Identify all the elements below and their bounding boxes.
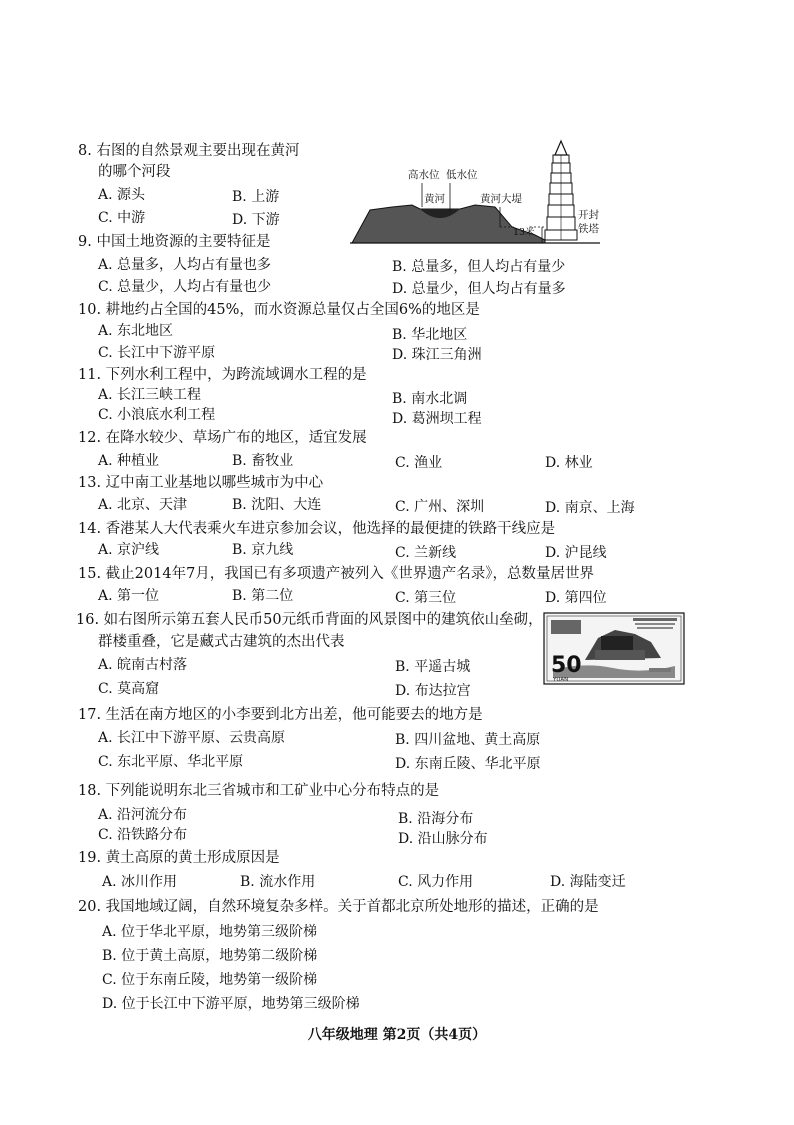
q19-stem: 19. 黄土高原的黄土形成原因是 bbox=[78, 850, 280, 866]
dyke-label: 黄河大堤 bbox=[480, 193, 522, 205]
q17-option-c: C. 东北平原、华北平原 bbox=[98, 754, 244, 770]
q20-option-d: D. 位于长江中下游平原，地势第三级阶梯 bbox=[102, 996, 360, 1012]
q11-option-c: C. 小浪底水利工程 bbox=[98, 407, 216, 423]
q16-option-d: D. 布达拉宫 bbox=[395, 683, 471, 699]
q11-option-d: D. 葛洲坝工程 bbox=[392, 411, 482, 427]
q19-option-b: B. 流水作用 bbox=[240, 874, 316, 890]
q19-option-a: A. 冰川作用 bbox=[102, 874, 178, 890]
q13-option-a: A. 北京、天津 bbox=[98, 497, 188, 513]
q20-option-a: A. 位于华北平原，地势第三级阶梯 bbox=[102, 924, 318, 940]
q12-stem: 12. 在降水较少、草场广布的地区，适宜发展 bbox=[78, 430, 367, 446]
q11-stem: 11. 下列水利工程中，为跨流域调水工程的是 bbox=[78, 367, 367, 383]
q17-option-d: D. 东南丘陵、华北平原 bbox=[395, 756, 541, 772]
river-label: 黄河 bbox=[424, 193, 445, 205]
q10-option-c: C. 长江中下游平原 bbox=[98, 345, 216, 361]
q12-option-b: B. 畜牧业 bbox=[232, 453, 294, 469]
q16-option-c: C. 莫高窟 bbox=[98, 681, 160, 697]
q11-option-b: B. 南水北调 bbox=[392, 391, 468, 407]
yellow-river-cross-section-figure bbox=[350, 135, 605, 245]
q8-stem-line2: 的哪个河段 bbox=[98, 164, 171, 180]
fifty-yuan-banknote-figure bbox=[543, 612, 685, 685]
q8-stem: 8. 右图的自然景观主要出现在黄河 bbox=[78, 143, 300, 159]
q9-option-b: B. 总量多，但人均占有量少 bbox=[392, 259, 566, 275]
q12-option-d: D. 林业 bbox=[545, 455, 593, 471]
q16-stem: 16. 如右图所示第五套人民币50元纸币背面的风景图中的建筑依山垒砌， bbox=[76, 612, 543, 628]
q8-option-a: A. 源头 bbox=[98, 187, 146, 203]
tower-label-2: 铁塔 bbox=[578, 223, 599, 235]
q10-stem: 10. 耕地约占全国的45%，而水资源总量仅占全国6%的地区是 bbox=[78, 302, 480, 318]
q10-option-a: A. 东北地区 bbox=[98, 323, 174, 339]
q17-option-b: B. 四川盆地、黄土高原 bbox=[395, 732, 541, 748]
page-footer: 八年级地理 第2页（共4页） bbox=[307, 1027, 487, 1043]
q17-stem: 17. 生活在南方地区的小李要到北方出差，他可能要去的地方是 bbox=[78, 707, 483, 723]
q15-stem: 15. 截止2014年7月，我国已有多项遗产被列入《世界遗产名录》，总数量居世界 bbox=[78, 566, 595, 582]
q17-option-a: A. 长江中下游平原、云贵高原 bbox=[98, 730, 286, 746]
high-water-label: 高水位 bbox=[408, 169, 440, 181]
q9-option-c: C. 总量少，人均占有量也少 bbox=[98, 279, 272, 295]
q8-option-d: D. 下游 bbox=[232, 212, 280, 228]
banknote-denomination: 50 bbox=[551, 653, 582, 678]
q15-option-a: A. 第一位 bbox=[98, 588, 160, 604]
q16-stem-line2: 群楼重叠，它是藏式古建筑的杰出代表 bbox=[98, 634, 345, 650]
q11-option-a: A. 长江三峡工程 bbox=[98, 387, 202, 403]
q14-option-c: C. 兰新线 bbox=[395, 545, 457, 561]
q20-option-b: B. 位于黄土高原，地势第二级阶梯 bbox=[102, 948, 318, 964]
q12-option-c: C. 渔业 bbox=[395, 455, 443, 471]
q9-option-d: D. 总量少，但人均占有量多 bbox=[392, 281, 566, 297]
banknote-currency-text: YUAN bbox=[553, 677, 569, 683]
q19-option-d: D. 海陆变迁 bbox=[550, 874, 626, 890]
q16-option-a: A. 皖南古村落 bbox=[98, 657, 188, 673]
q18-stem: 18. 下列能说明东北三省城市和工矿业中心分布特点的是 bbox=[78, 783, 440, 799]
height-label: 13米 bbox=[513, 227, 535, 238]
q13-option-b: B. 沈阳、大连 bbox=[232, 497, 322, 513]
tower-label: 开封 bbox=[578, 209, 599, 221]
q13-stem: 13. 辽中南工业基地以哪些城市为中心 bbox=[78, 475, 324, 491]
q14-option-d: D. 沪昆线 bbox=[545, 545, 607, 561]
q14-stem: 14. 香港某人大代表乘火车进京参加会议，他选择的最便捷的铁路干线应是 bbox=[78, 521, 556, 537]
q16-option-b: B. 平遥古城 bbox=[395, 659, 471, 675]
q13-option-c: C. 广州、深圳 bbox=[395, 499, 485, 515]
q15-option-c: C. 第三位 bbox=[395, 590, 457, 606]
q19-option-c: C. 风力作用 bbox=[398, 874, 474, 890]
q18-option-a: A. 沿河流分布 bbox=[98, 807, 188, 823]
q9-option-a: A. 总量多，人均占有量也多 bbox=[98, 257, 272, 273]
levee-cross-section bbox=[350, 183, 600, 243]
kaifeng-iron-tower-drawing bbox=[545, 141, 577, 240]
q15-option-b: B. 第二位 bbox=[232, 588, 294, 604]
q20-option-c: C. 位于东南丘陵，地势第一级阶梯 bbox=[102, 972, 318, 988]
q13-option-d: D. 南京、上海 bbox=[545, 500, 635, 516]
q8-option-c: C. 中游 bbox=[98, 210, 146, 226]
q8-option-b: B. 上游 bbox=[232, 189, 280, 205]
q20-stem: 20. 我国地域辽阔，自然环境复杂多样。关于首都北京所处地形的描述，正确的是 bbox=[78, 899, 599, 915]
low-water-label: 低水位 bbox=[446, 169, 478, 181]
q12-option-a: A. 种植业 bbox=[98, 453, 160, 469]
q18-option-c: C. 沿铁路分布 bbox=[98, 827, 188, 843]
q14-option-b: B. 京九线 bbox=[232, 542, 294, 558]
q14-option-a: A. 京沪线 bbox=[98, 542, 160, 558]
q18-option-b: B. 沿海分布 bbox=[398, 811, 474, 827]
q18-option-d: D. 沿山脉分布 bbox=[398, 831, 488, 847]
q10-option-b: B. 华北地区 bbox=[392, 327, 468, 343]
q10-option-d: D. 珠江三角洲 bbox=[392, 347, 482, 363]
q15-option-d: D. 第四位 bbox=[545, 590, 607, 606]
q9-stem: 9. 中国土地资源的主要特征是 bbox=[78, 234, 271, 250]
